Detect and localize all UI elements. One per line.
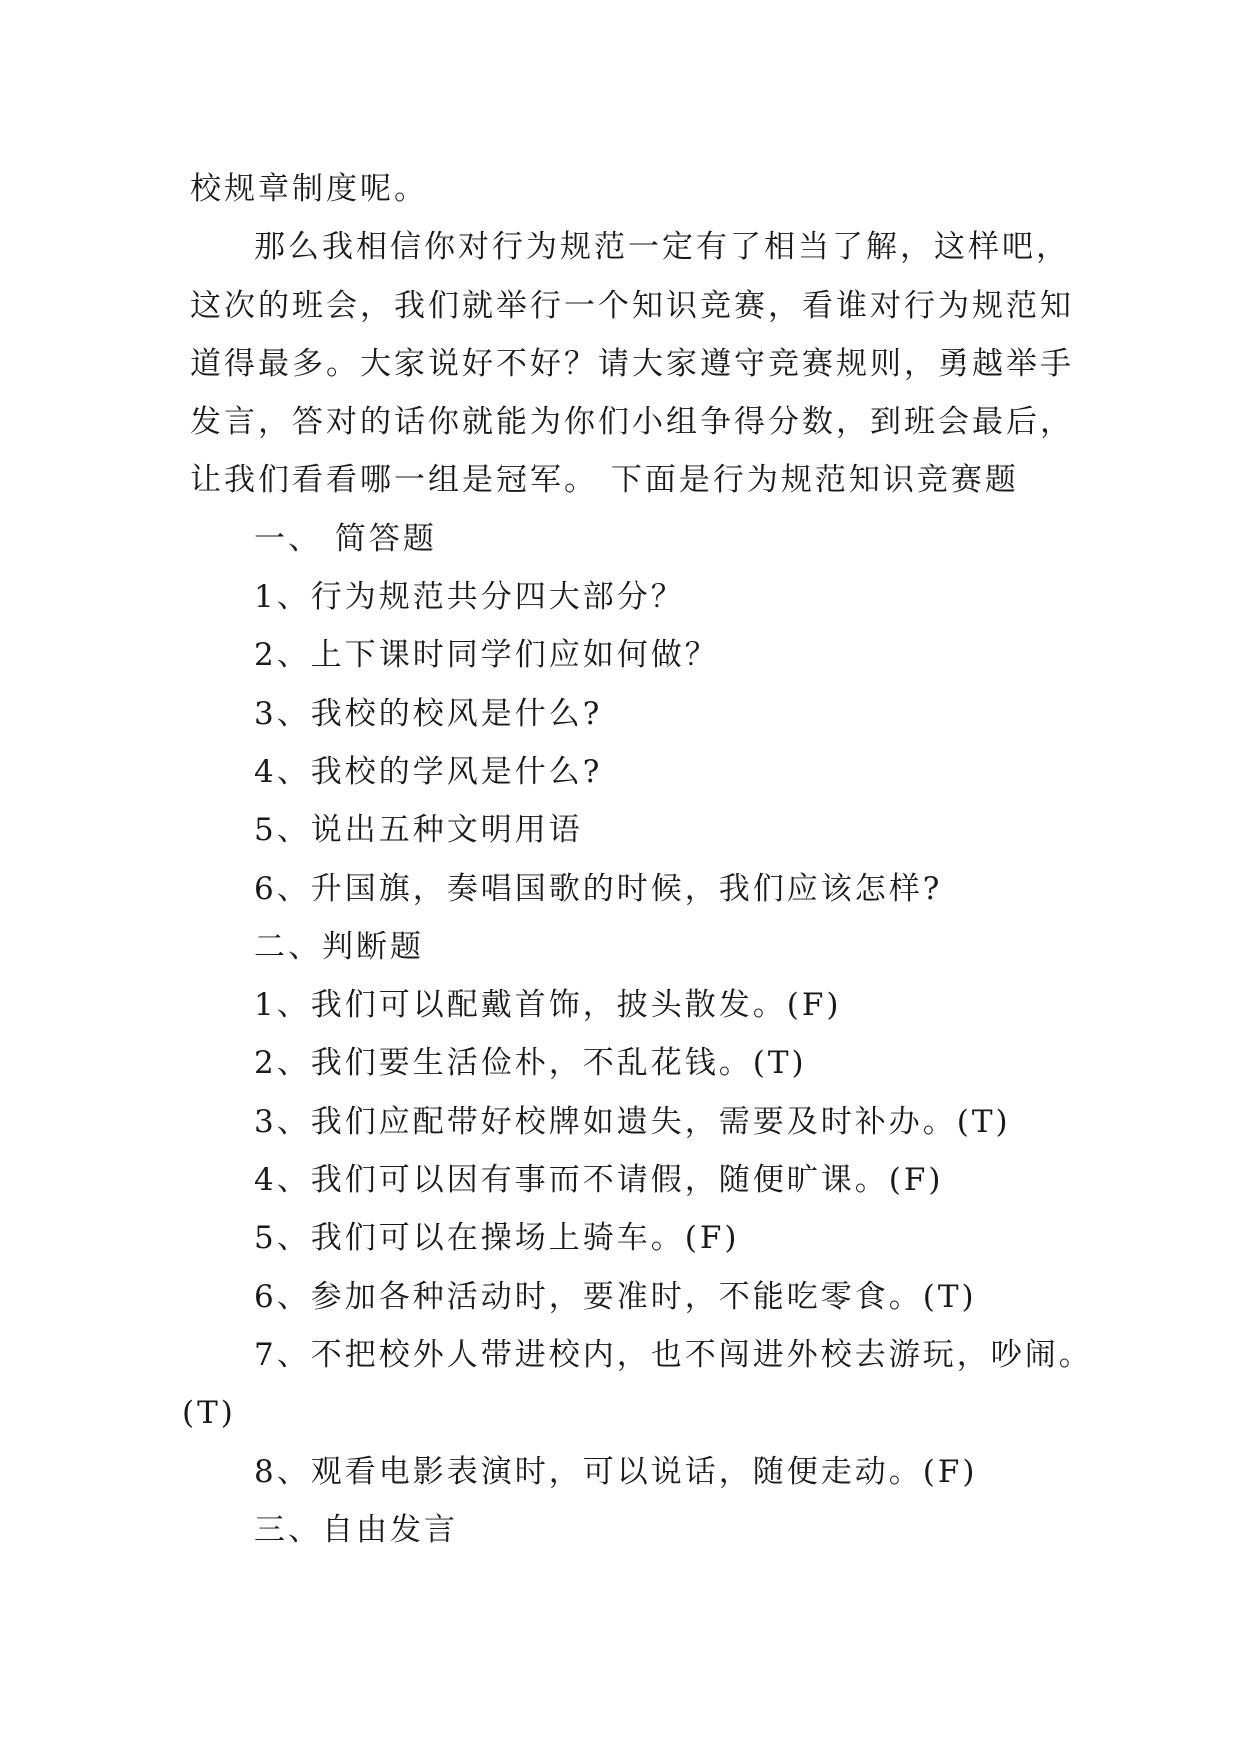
question-item: 1、我们可以配戴首饰，披头散发。(F) — [254, 987, 842, 1024]
section-heading: 一、 简答题 — [254, 520, 437, 557]
question-item: 6、参加各种活动时，要准时，不能吃零食。(T) — [254, 1278, 977, 1315]
paragraph-line: 那么我相信你对行为规范一定有了相当了解，这样吧， — [254, 229, 1070, 266]
paragraph-line: 校规章制度呢。 — [190, 171, 428, 207]
section-heading: 二、判断题 — [254, 928, 424, 965]
question-item: 7、不把校外人带进校内，也不闯进外校去游玩，吵闹。 — [254, 1336, 1093, 1373]
question-item: 3、我们应配带好校牌如遗失，需要及时补办。(T) — [254, 1103, 1011, 1140]
question-item: 2、上下课时同学们应如何做？ — [254, 637, 719, 674]
question-item: 5、说出五种文明用语 — [254, 812, 583, 849]
paragraph-line: 这次的班会，我们就举行一个知识竞赛，看谁对行为规范知 — [190, 287, 1074, 324]
question-item: 2、我们要生活俭朴，不乱花钱。(T) — [254, 1045, 807, 1082]
question-item: 1、行为规范共分四大部分？ — [254, 579, 685, 616]
question-item: 4、我校的学风是什么? — [254, 753, 603, 790]
paragraph-line: 让我们看看哪一组是冠军。 下面是行为规范知识竞赛题 — [190, 462, 1019, 499]
paragraph-line: 发言，答对的话你就能为你们小组争得分数，到班会最后， — [190, 404, 1074, 441]
paragraph-line: 道得最多。大家说好不好？请大家遵守竞赛规则，勇越举手 — [190, 345, 1074, 382]
section-heading: 三、自由发言 — [254, 1511, 458, 1548]
question-item-continuation: (T) — [182, 1395, 236, 1432]
question-item: 4、我们可以因有事而不请假，随便旷课。(F) — [254, 1162, 944, 1199]
question-item: 3、我校的校风是什么? — [254, 695, 603, 732]
question-item: 6、升国旗，奏唱国歌的时候，我们应该怎样? — [254, 870, 943, 907]
question-item: 5、我们可以在操场上骑车。(F) — [254, 1220, 740, 1257]
question-item: 8、观看电影表演时，可以说话，随便走动。(F) — [254, 1453, 978, 1490]
document-body — [182, 160, 1100, 1559]
